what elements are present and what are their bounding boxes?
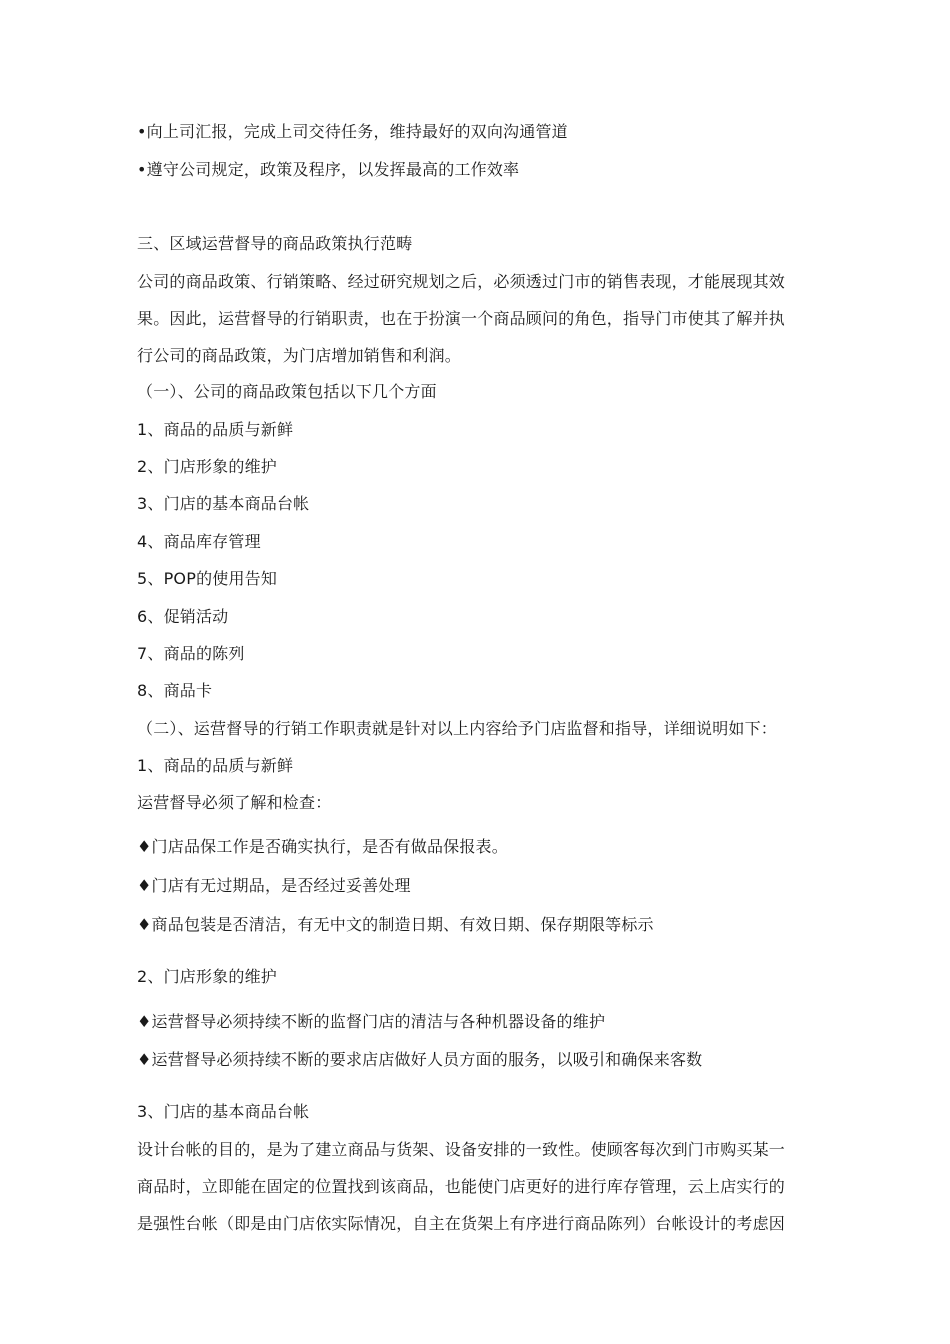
subsection-1-heading: （一）、公司的商品政策包括以下几个方面 [137, 382, 437, 401]
policy-item: 2、门店形象的维护 [137, 457, 277, 476]
section-heading: 三、区域运营督导的商品政策执行范畴 [137, 234, 413, 253]
intro-line: 公司的商品政策、行销策略、经过研究规划之后，必须透过门市的销售表现，才能展现其效 [137, 272, 786, 291]
item3-line: 商品时，立即能在固定的位置找到该商品，也能使门店更好的进行库存管理，云上店实行的 [137, 1177, 786, 1196]
item1-title: 1、商品的品质与新鲜 [137, 756, 294, 775]
item1-bullet: ♦门店品保工作是否确实执行，是否有做品保报表。 [137, 837, 508, 856]
item3-paragraph [137, 1131, 827, 1242]
item2-bullet: ♦运营督导必须持续不断的要求店店做好人员方面的服务，以吸引和确保来客数 [137, 1050, 703, 1069]
item3-line: 是强性台帐（即是由门店依实际情况，自主在货架上有序进行商品陈列）台帐设计的考虑因 [137, 1214, 786, 1233]
policy-item: 5、POP的使用告知 [137, 569, 278, 588]
policy-item: 3、门店的基本商品台帐 [137, 494, 310, 513]
intro-paragraph [137, 263, 827, 374]
item2-title: 2、门店形象的维护 [137, 967, 277, 986]
policy-item: 1、商品的品质与新鲜 [137, 420, 294, 439]
policy-item: 7、商品的陈列 [137, 644, 245, 663]
item2-bullet: ♦运营督导必须持续不断的监督门店的清洁与各种机器设备的维护 [137, 1012, 606, 1031]
intro-line: 果。因此，运营督导的行销职责，也在于扮演一个商品顾问的角色，指导门市使其了解并执 [137, 309, 786, 328]
policy-item: 6、促销活动 [137, 607, 229, 626]
subsection-2-heading: （二）、运营督导的行销工作职责就是针对以上内容给予门店监督和指导，详细说明如下： [137, 719, 778, 738]
bullet-follow-company-rules: •遵守公司规定，政策及程序，以发挥最高的工作效率 [137, 160, 520, 179]
item3-line: 设计台帐的目的，是为了建立商品与货架、设备安排的一致性。使顾客每次到门市购买某一 [137, 1140, 786, 1159]
bullet-report-to-superior: •向上司汇报，完成上司交待任务，维持最好的双向沟通管道 [137, 122, 568, 141]
policy-item: 4、商品库存管理 [137, 532, 261, 551]
item1-bullet: ♦商品包装是否清洁，有无中文的制造日期、有效日期、保存期限等标示 [137, 915, 654, 934]
item1-lead: 运营督导必须了解和检查： [137, 793, 332, 812]
intro-line: 行公司的商品政策，为门店增加销售和利润。 [137, 346, 462, 365]
policy-item: 8、商品卡 [137, 681, 213, 700]
item1-bullet: ♦门店有无过期品，是否经过妥善处理 [137, 876, 411, 895]
item3-title: 3、门店的基本商品台帐 [137, 1102, 310, 1121]
